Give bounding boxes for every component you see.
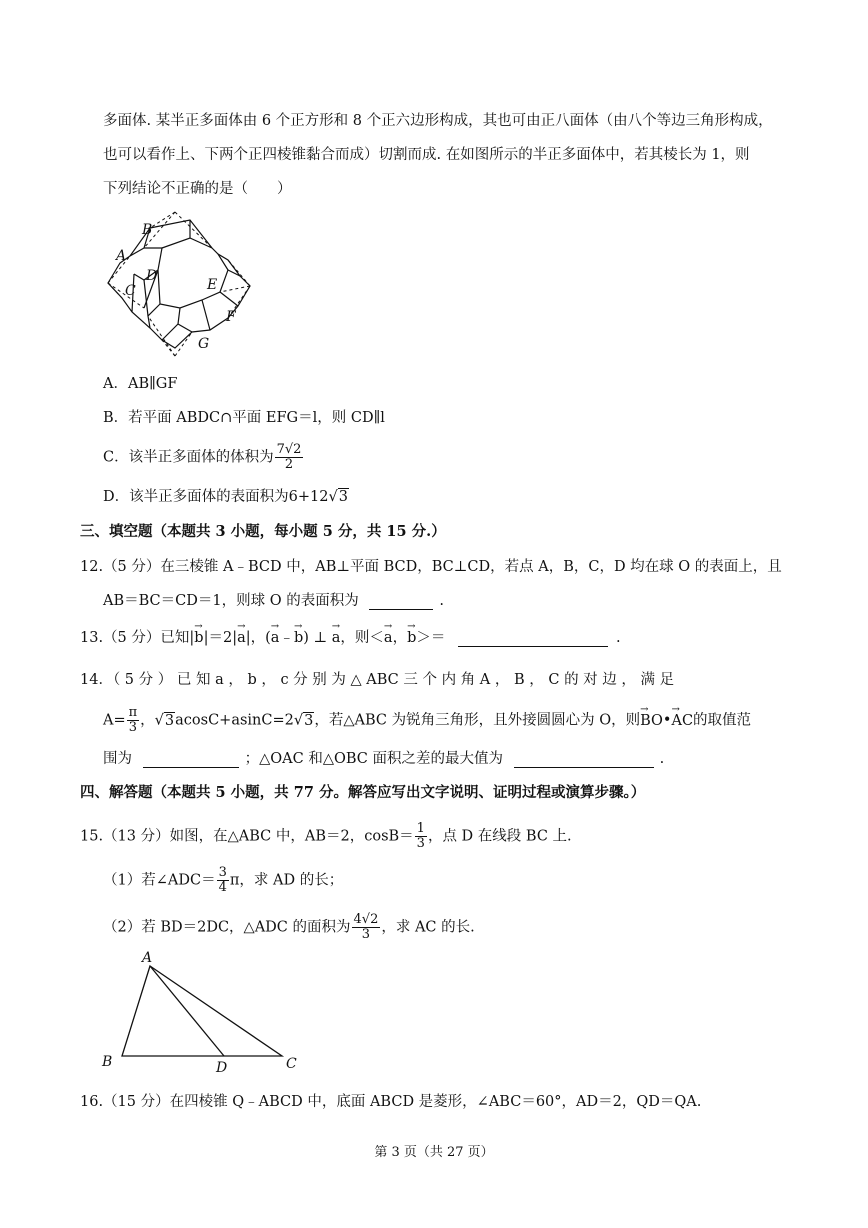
- q15-part-1: （1）若∠ADC＝ $\frac{3}{4}$ π，求 AD 的长；: [103, 865, 344, 895]
- polyhedron-figure: [100, 208, 260, 363]
- q12-text: AB＝BC＝CD＝1，则球 O 的表面积为: [103, 593, 359, 609]
- label-B: B: [142, 222, 153, 238]
- vector-a: → a: [237, 629, 246, 647]
- option-a: A．AB∥GF: [103, 376, 178, 392]
- q12-line-2: AB＝BC＝CD＝1，则球 O 的表面积为 .: [103, 593, 444, 609]
- label-D: D: [146, 268, 158, 284]
- label-C: C: [125, 283, 136, 299]
- option-b: B．若平面 ABDC∩平面 EFG＝l，则 CD∥l: [103, 410, 385, 426]
- tri-label-D: D: [216, 1060, 228, 1073]
- tri-label-B: B: [102, 1054, 113, 1070]
- label-A: A: [116, 248, 127, 264]
- q14-answer-blank-1: [143, 753, 239, 768]
- q14-line-2: A= $\frac{\pi}{3}$ ，√3acosC+asinC=2√3，若△ABC 为锐角三角形，且外接圆圆心为 O，则→ BO•→ AC的取值范: [103, 706, 751, 735]
- label-E: E: [207, 277, 218, 293]
- vector-b: → b: [194, 629, 203, 647]
- option-c-fraction: $\frac{7√2}{2}$: [276, 442, 302, 472]
- q13-answer-blank: [458, 632, 608, 647]
- option-c: [103, 443, 304, 472]
- label-F: F: [226, 309, 236, 325]
- label-G: G: [198, 336, 210, 352]
- q16-line: 16.（15 分）在四棱锥 Q﹣ABCD 中，底面 ABCD 是菱形，∠ABC＝60°，AD＝2，QD＝QA.: [80, 1094, 702, 1110]
- q15-line: 15.（13 分）如图，在△ABC 中，AB＝2，cosB＝ $\frac{1}{3}$ ，点 D 在线段 BC 上.: [80, 821, 572, 851]
- section-3-heading: 三、填空题（本题共 3 小题，每小题 5 分，共 15 分.）: [80, 523, 446, 540]
- intro-line-2: 也可以看作上、下两个正四棱锥黏合而成）切割而成. 在如图所示的半正多面体中，若其棱长为 1，则: [103, 147, 750, 163]
- section-4-heading: 四、解答题（本题共 5 小题，共 77 分。解答应写出文字说明、证明过程或演算步骤。）: [80, 784, 646, 801]
- q14-line-1: 14．（ 5 分 ） 已 知 a ， b ， c 分 别 为 △ ABC 三 个 内 角 A ， B ， C 的 对 边 ， 满 足: [80, 672, 675, 688]
- option-c-text: C．该半正多面体的体积为: [103, 449, 274, 466]
- page-footer: 第 3 页（共 27 页）: [374, 1145, 494, 1160]
- q14-line-3: 围为 ；△OAC 和△OBC 面积之差的最大值为 .: [103, 751, 665, 767]
- triangle-figure: [98, 948, 308, 1073]
- intro-line-3: 下列结论不正确的是（ ）: [103, 181, 292, 197]
- tri-label-A: A: [142, 950, 153, 966]
- tri-label-C: C: [286, 1056, 297, 1072]
- intro-line-1: 多面体. 某半正多面体由 6 个正方形和 8 个正六边形构成，其也可由正八面体（由八个等边三角形构成，: [103, 113, 773, 129]
- option-d-text: D．该半正多面体的表面积为6+12: [103, 489, 329, 505]
- q12-line-1: 12.（5 分）在三棱锥 A﹣BCD 中，AB⊥平面 BCD，BC⊥CD，若点 A，B，C，D 均在球 O 的表面上，且: [80, 559, 782, 575]
- q14-answer-blank-2: [514, 753, 654, 768]
- option-d: D．该半正多面体的表面积为6+12√3: [103, 489, 348, 505]
- q12-answer-blank: [369, 595, 433, 610]
- q15-part-2: （2）若 BD＝2DC，△ADC 的面积为 $\frac{4√2}{3}$ ，求 AC 的长.: [103, 912, 475, 942]
- option-d-radicand: 3: [338, 489, 348, 505]
- q13-line: 13.（5 分）已知|→ b|＝2|→ a|，(→ a﹣→ b) ⊥ → a，则＜→ a，→ b＞＝ .: [80, 629, 621, 647]
